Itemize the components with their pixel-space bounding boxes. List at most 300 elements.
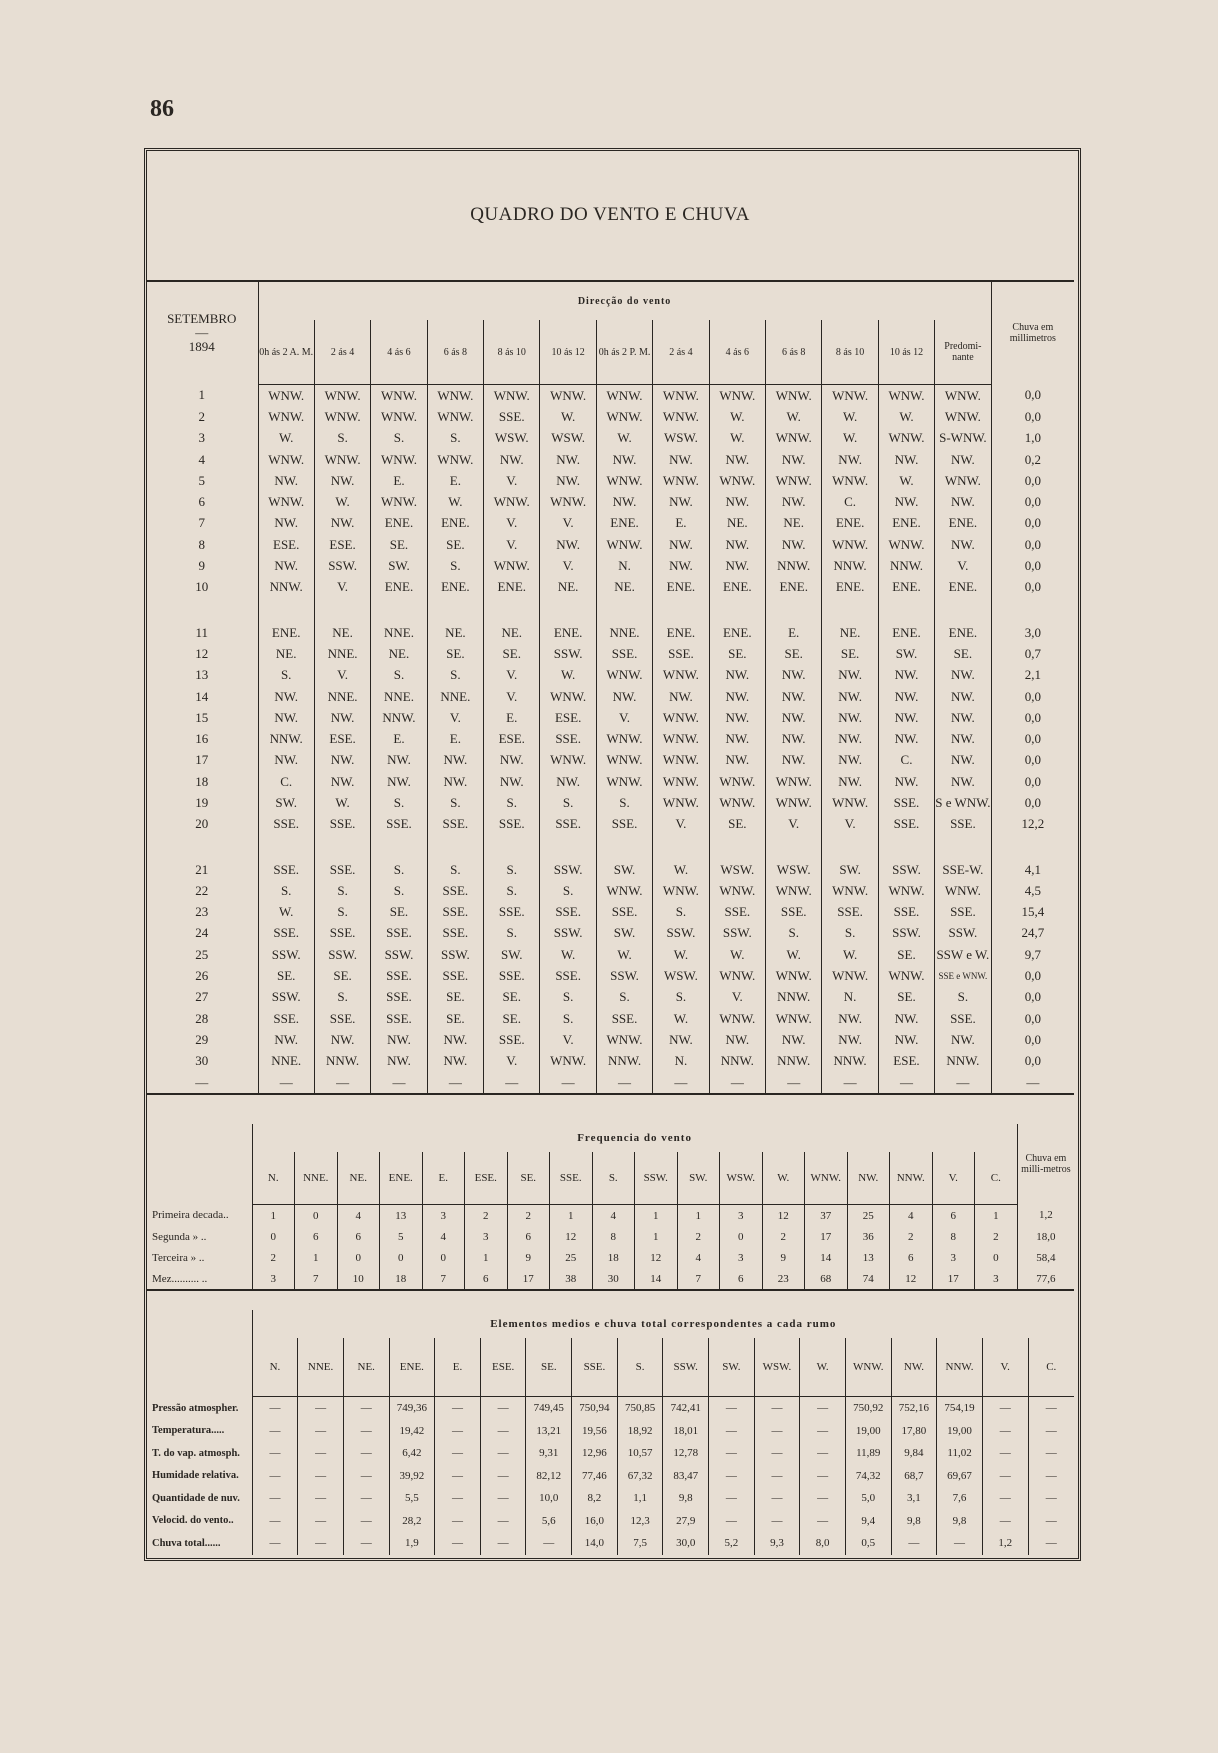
wind-cell: V. [484,665,540,686]
wind-cell: WNW. [878,965,934,986]
wind-cell: SSW. [709,923,765,944]
row-label: Velocid. do vento.. [152,1515,234,1527]
table-row [146,513,1074,534]
wind-cell: W. [540,944,596,965]
wind-col-header: 0h ás 2 A. M. [258,320,314,385]
wind-cell: ENE. [822,577,878,598]
elem-cell: — [252,1487,298,1510]
rain-cell: 12,2 [991,814,1074,835]
elem-cell: — [435,1420,481,1443]
wind-cell: ESE. [258,534,314,555]
wind-col-header: 0h ás 2 P. M. [596,320,652,385]
rain-cell: 15,4 [991,902,1074,923]
elem-cell: — [480,1442,526,1465]
spacer-cell [596,598,652,622]
elem-cell: — [709,1487,755,1510]
freq-cell: 14 [805,1247,848,1268]
wind-cell: SSE. [484,406,540,427]
wind-cell: S. [314,902,370,923]
rain-header: Chuva em millimetros [991,282,1074,385]
wind-cell: NW. [935,665,991,686]
day-cell: 14 [195,688,209,704]
elem-cell: — [800,1420,846,1443]
wind-col-header: 10 ás 12 [540,320,596,385]
wind-col-header: Predomi-nante [935,320,991,385]
wind-cell: S. [935,987,991,1008]
elem-cell: 749,36 [389,1397,435,1420]
wind-cell: V. [314,665,370,686]
wind-cell: NW. [935,1029,991,1050]
elem-col-header: WSW. [754,1338,800,1397]
dash-cell: — [822,1072,878,1094]
day-cell: 3 [198,430,205,446]
rain-cell: 0,0 [991,470,1074,491]
wind-cell: NNW. [766,987,822,1008]
wind-cell: S. [484,859,540,880]
day-cell: 5 [198,472,205,488]
elem-cell: — [982,1397,1028,1420]
elem-cell: 7,6 [937,1487,983,1510]
wind-cell: ENE. [653,577,709,598]
freq-cell: 12 [550,1226,593,1247]
elem-cell: — [435,1532,481,1555]
dash-cell: — [314,1072,370,1094]
row-label: Pressão atmospher. [152,1402,239,1414]
wind-cell: V. [540,1029,596,1050]
wind-cell: WNW. [596,880,652,901]
freq-cell: 2 [975,1226,1018,1247]
day-cell: 24 [195,925,209,941]
elem-col-header: NE. [343,1338,389,1397]
month-label: SETEMBRO [167,311,237,327]
elem-cell: — [435,1510,481,1533]
elem-cell: 10,0 [526,1487,572,1510]
wind-cell: SSW. [878,923,934,944]
day-cell: 2 [198,408,205,424]
wind-cell: NW. [822,771,878,792]
wind-cell: WNW. [935,470,991,491]
table-row [146,707,1074,728]
elem-cell: 27,9 [663,1510,709,1533]
freq-cell: 1 [635,1226,678,1247]
wind-cell: SSE. [371,987,427,1008]
freq-cell: 3 [720,1247,763,1268]
day-cell: 10 [195,579,209,595]
wind-cell: WSW. [653,428,709,449]
elem-cell: — [480,1510,526,1533]
elem-cell: 742,41 [663,1397,709,1420]
freq-cell: 1 [635,1205,678,1227]
day-cell: 16 [195,731,209,747]
wind-cell: WNW. [766,428,822,449]
wind-cell: SW. [258,792,314,813]
wind-cell: NW. [427,1051,483,1072]
wind-cell: WNW. [766,965,822,986]
freq-cell: 12 [635,1247,678,1268]
row-label: Chuva total...... [152,1537,221,1549]
rain-cell: 0,0 [991,555,1074,576]
wind-cell: SW. [878,643,934,664]
table-row [146,902,1074,923]
wind-cell: NW. [822,665,878,686]
elem-cell: — [754,1442,800,1465]
day-cell: 17 [195,752,209,768]
wind-cell: WNW. [371,385,427,407]
spacer-cell [991,835,1074,859]
table-row [146,923,1074,944]
freq-cell: 1 [295,1247,338,1268]
wind-cell: NW. [314,707,370,728]
row-label: Primeira decada.. [152,1209,229,1222]
wind-cell: SSE. [314,814,370,835]
elem-cell: 752,16 [891,1397,937,1420]
freq-cell: 13 [380,1205,423,1227]
wind-cell: W. [822,944,878,965]
freq-cell: 0 [252,1226,295,1247]
wind-cell: WNW. [314,406,370,427]
wind-cell: WNW. [540,750,596,771]
freq-cell: 0 [295,1205,338,1227]
rain-cell: 0,0 [991,987,1074,1008]
elem-cell: — [435,1487,481,1510]
freq-cell: 4 [422,1226,465,1247]
wind-cell: NW. [935,449,991,470]
elements-table [146,1310,1074,1555]
rain-cell: 0,2 [991,449,1074,470]
wind-cell: S. [427,428,483,449]
month-header: SETEMBRO — 1894 [167,311,237,355]
wind-cell: NE. [596,577,652,598]
wind-cell: SE. [427,1008,483,1029]
wind-cell: NW. [653,449,709,470]
wind-cell: C. [878,750,934,771]
freq-col-header: W. [762,1152,805,1205]
row-label: Terceira » .. [152,1251,205,1264]
freq-col-header: S. [592,1152,635,1205]
day-cell: 29 [195,1031,209,1047]
wind-cell: NW. [822,728,878,749]
elem-cell: — [298,1442,344,1465]
elem-cell: 5,0 [845,1487,891,1510]
wind-cell: WNW. [653,385,709,407]
rain-cell: 1,0 [991,428,1074,449]
wind-cell: SE. [371,902,427,923]
freq-col-header: N. [252,1152,295,1205]
wind-cell: ESE. [878,1051,934,1072]
wind-cell: W. [822,406,878,427]
wind-cell: NNW. [371,707,427,728]
table-row [146,1442,1074,1465]
elem-cell: 7,5 [617,1532,663,1555]
freq-col-header: NE. [337,1152,380,1205]
table-row [146,965,1074,986]
wind-cell: ENE. [653,622,709,643]
wind-cell: NW. [258,1029,314,1050]
spacer-cell [709,835,765,859]
freq-col-header: ESE. [465,1152,508,1205]
rain-cell: 0,0 [991,1051,1074,1072]
freq-cell: 14 [635,1268,678,1290]
wind-cell: NW. [258,555,314,576]
rain-cell: 0,0 [991,577,1074,598]
wind-cell: S. [314,987,370,1008]
wind-cell: E. [427,470,483,491]
elem-cell: — [800,1442,846,1465]
wind-cell: NW. [766,665,822,686]
wind-cell: SSE. [258,1008,314,1029]
elem-cell: — [252,1420,298,1443]
freq-cell: 4 [592,1205,635,1227]
wind-cell: E. [653,513,709,534]
row-spacer [146,835,1074,859]
elem-cell: — [343,1487,389,1510]
rain-cell: 0,0 [991,707,1074,728]
elem-cell: — [754,1420,800,1443]
wind-cell: WNW. [653,880,709,901]
day-cell: 7 [198,515,205,531]
wind-cell: ENE. [371,513,427,534]
wind-cell: WNW. [709,470,765,491]
table-row [146,859,1074,880]
wind-cell: SSE. [371,965,427,986]
wind-cell: ENE. [766,577,822,598]
elem-cell: 69,67 [937,1465,983,1488]
wind-cell: WNW. [484,555,540,576]
freq-rain-cell: 58,4 [1017,1247,1074,1268]
freq-cell: 7 [295,1268,338,1290]
wind-cell: SE. [935,643,991,664]
wind-col-header: 6 ás 8 [427,320,483,385]
wind-direction-table [146,282,1074,1095]
wind-cell: NW. [935,728,991,749]
elem-col-header: WNW. [845,1338,891,1397]
wind-cell: SSE. [371,923,427,944]
elem-col-header: ESE. [480,1338,526,1397]
wind-cell: NNE. [427,686,483,707]
wind-col-header: 2 ás 4 [314,320,370,385]
rain-cell: 0,0 [991,406,1074,427]
wind-cell: S. [371,859,427,880]
wind-cell: NW. [822,707,878,728]
wind-cell: SSE. [822,902,878,923]
elem-cell: — [252,1465,298,1488]
elem-cell: 9,31 [526,1442,572,1465]
elem-cell: 17,80 [891,1420,937,1443]
wind-cell: WNW. [709,880,765,901]
freq-cell: 17 [805,1226,848,1247]
wind-cell: SE. [427,534,483,555]
table-row [146,1465,1074,1488]
dash-cell: — [709,1072,765,1094]
freq-cell: 9 [507,1247,550,1268]
table-row [146,792,1074,813]
wind-cell: SSW. [427,944,483,965]
wind-cell: NW. [935,750,991,771]
wind-cell: W. [878,470,934,491]
wind-cell: NW. [653,1029,709,1050]
wind-cell: W. [258,428,314,449]
wind-cell: ESE. [484,728,540,749]
wind-cell: WNW. [709,1008,765,1029]
wind-cell: NW. [822,1008,878,1029]
wind-cell: W. [596,944,652,965]
elem-cell: — [937,1532,983,1555]
wind-cell: WSW. [709,859,765,880]
spacer-cell [258,598,314,622]
elem-cell: — [754,1487,800,1510]
dash-cell: — [371,1072,427,1094]
freq-col-header: NW. [847,1152,890,1205]
day-cell: 15 [195,709,209,725]
wind-cell: NW. [878,665,934,686]
day-cell: 30 [195,1053,209,1069]
dash-cell: — [766,1072,822,1094]
wind-cell: NW. [258,470,314,491]
freq-cell: 10 [337,1268,380,1290]
elem-cell: 9,8 [937,1510,983,1533]
elem-cell: 19,00 [937,1420,983,1443]
wind-cell: WNW. [371,449,427,470]
table-row [146,987,1074,1008]
wind-cell: N. [653,1051,709,1072]
wind-cell: SSE. [709,902,765,923]
wind-cell: WNW. [596,534,652,555]
wind-cell: SSE. [540,814,596,835]
wind-cell: WNW. [258,449,314,470]
elem-col-header: NNE. [298,1338,344,1397]
wind-cell: NW. [258,686,314,707]
elem-cell: 5,2 [709,1532,755,1555]
wind-cell: WNW. [653,792,709,813]
wind-group-header: Direcção do vento [258,282,991,320]
wind-cell: ENE. [427,513,483,534]
wind-cell: WNW. [596,385,652,407]
elem-col-header: NW. [891,1338,937,1397]
wind-cell: NW. [709,1029,765,1050]
page-number: 86 [150,96,174,122]
elem-col-header: ENE. [389,1338,435,1397]
wind-cell: SSE. [427,923,483,944]
rain-cell: 0,0 [991,1008,1074,1029]
freq-cell: 6 [295,1226,338,1247]
wind-cell: W. [766,406,822,427]
spacer-cell [766,835,822,859]
table-row [146,665,1074,686]
freq-cell: 1 [550,1205,593,1227]
elem-cell: 18,92 [617,1420,663,1443]
freq-cell: 4 [677,1247,720,1268]
day-cell: 25 [195,946,209,962]
spacer-cell [371,598,427,622]
wind-cell: NW. [540,449,596,470]
wind-cell: W. [596,428,652,449]
wind-cell: WNW. [596,470,652,491]
rain-cell: 0,0 [991,513,1074,534]
wind-cell: W. [878,406,934,427]
elem-cell: 5,5 [389,1487,435,1510]
wind-cell: NW. [596,686,652,707]
wind-cell: NNE. [314,686,370,707]
wind-cell: SSE. [484,814,540,835]
elem-cell: 3,1 [891,1487,937,1510]
rain-cell: 0,0 [991,965,1074,986]
wind-cell: S. [371,665,427,686]
freq-cell: 3 [252,1268,295,1290]
freq-cell: 1 [975,1205,1018,1227]
elem-cell: 11,89 [845,1442,891,1465]
wind-cell: S e WNW. [935,792,991,813]
table-row [146,1008,1074,1029]
wind-cell: SSW. [540,859,596,880]
wind-cell: WNW. [653,665,709,686]
wind-cell: SSW. [258,944,314,965]
wind-cell: WNW. [258,406,314,427]
freq-col-header: NNW. [890,1152,933,1205]
freq-cell: 18 [592,1247,635,1268]
wind-cell: SW. [596,923,652,944]
wind-col-header: 10 ás 12 [878,320,934,385]
freq-cell: 6 [932,1205,975,1227]
wind-cell: NW. [878,449,934,470]
wind-cell: WSW. [484,428,540,449]
wind-cell: S. [371,792,427,813]
wind-col-header: 6 ás 8 [766,320,822,385]
elem-cell: — [982,1465,1028,1488]
spacer-cell [484,835,540,859]
wind-cell: E. [766,622,822,643]
freq-cell: 1 [677,1205,720,1227]
wind-cell: SSW. [314,944,370,965]
row-label: T. do vap. atmosph. [152,1447,240,1459]
elem-cell: — [982,1510,1028,1533]
wind-cell: WNW. [427,385,483,407]
elem-col-header: NNW. [937,1338,983,1397]
wind-cell: WNW. [540,385,596,407]
wind-cell: NW. [766,491,822,512]
wind-cell: NW. [709,491,765,512]
spacer-cell [484,598,540,622]
spacer-cell [314,835,370,859]
wind-cell: ENE. [878,577,934,598]
wind-cell: NE. [709,513,765,534]
freq-cell: 37 [805,1205,848,1227]
elem-cell: — [298,1532,344,1555]
wind-cell: NNW. [314,1051,370,1072]
wind-cell: WNW. [878,385,934,407]
spacer-cell [878,598,934,622]
wind-cell: V. [484,470,540,491]
elem-cell: 9,3 [754,1532,800,1555]
rain-cell: 4,1 [991,859,1074,880]
wind-cell: ENE. [935,513,991,534]
wind-cell: NW. [709,750,765,771]
elem-cell: 39,92 [389,1465,435,1488]
wind-cell: SSE. [540,728,596,749]
elem-col-header: W. [800,1338,846,1397]
rain-cell: 24,7 [991,923,1074,944]
wind-cell: WNW. [766,792,822,813]
freq-col-header: SW. [677,1152,720,1205]
wind-cell: SE. [822,643,878,664]
table-row [146,534,1074,555]
wind-cell: V. [427,707,483,728]
wind-cell: V. [822,814,878,835]
wind-cell: NNW. [822,555,878,576]
wind-cell: WNW. [484,491,540,512]
day-cell: 28 [195,1010,209,1026]
spacer-cell [146,598,258,622]
elem-cell: — [526,1532,572,1555]
